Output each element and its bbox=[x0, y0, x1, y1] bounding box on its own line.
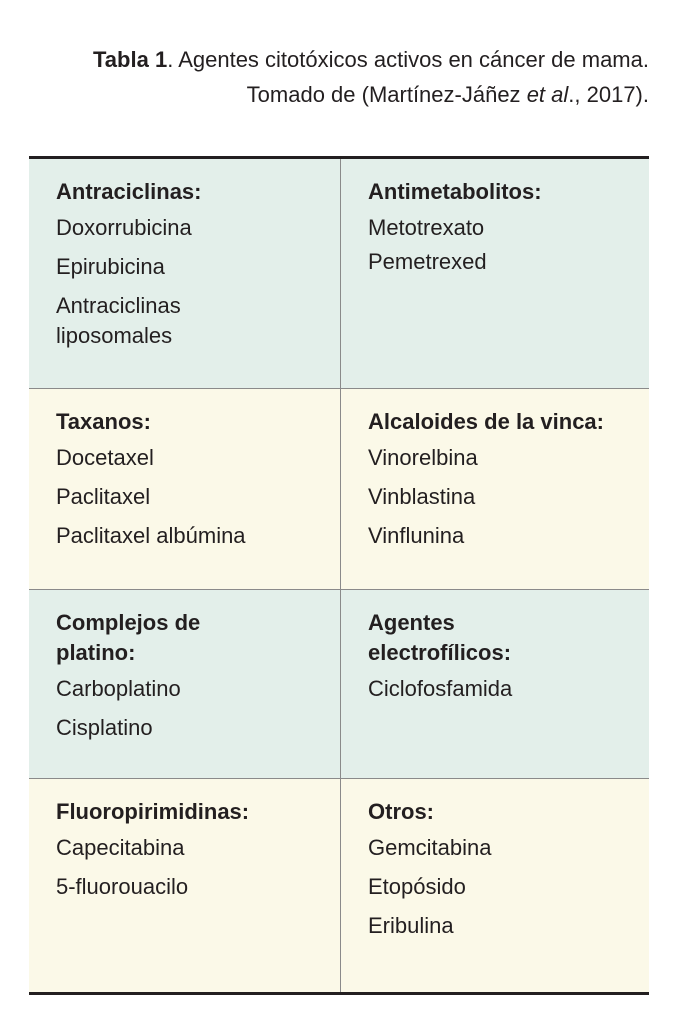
table-cell bbox=[368, 177, 646, 286]
cell-item: Paclitaxel bbox=[56, 484, 151, 509]
cell-heading: Antimetabolitos: bbox=[368, 179, 542, 204]
cell-item: Docetaxel bbox=[56, 445, 154, 470]
agents-table bbox=[29, 156, 649, 995]
cell-item: Epirubicina bbox=[56, 254, 165, 279]
column-divider bbox=[340, 779, 341, 992]
cell-item: 5-fluorouacilo bbox=[56, 874, 189, 899]
cell-item: Carboplatino bbox=[56, 676, 181, 701]
table-cell bbox=[56, 177, 326, 360]
table-row bbox=[29, 778, 649, 992]
table-cell bbox=[56, 797, 326, 911]
caption-text-end: ., 2017). bbox=[568, 82, 649, 107]
column-divider bbox=[340, 159, 341, 388]
cell-item: Antraciclinas liposomales bbox=[56, 293, 181, 348]
column-divider bbox=[340, 389, 341, 589]
caption-text: . Agentes citotóxicos activos en cáncer de mama. Tomado de (Martínez-Jáñez bbox=[167, 47, 649, 107]
cell-item: Vinorelbina bbox=[368, 445, 478, 470]
cell-item: Paclitaxel albúmina bbox=[56, 523, 246, 548]
cell-item: Metotrexato bbox=[368, 215, 485, 240]
table-cell bbox=[368, 797, 646, 950]
cell-item: Vinflunina bbox=[368, 523, 465, 548]
table-row bbox=[29, 388, 649, 589]
column-divider bbox=[340, 590, 341, 778]
cell-item: Etopósido bbox=[368, 874, 466, 899]
cell-item: Vinblastina bbox=[368, 484, 476, 509]
cell-heading: Antraciclinas: bbox=[56, 179, 202, 204]
cell-heading: Fluoropirimidinas: bbox=[56, 799, 250, 824]
table-row bbox=[29, 589, 649, 778]
cell-heading: Agentes electrofílicos: bbox=[368, 610, 512, 665]
cell-item: Pemetrexed bbox=[368, 249, 487, 274]
caption-italic: et al bbox=[526, 82, 569, 107]
cell-item: Doxorrubicina bbox=[56, 215, 192, 240]
table-cell bbox=[368, 608, 646, 713]
cell-heading: Alcaloides de la vinca: bbox=[368, 409, 604, 434]
table-row bbox=[29, 159, 649, 388]
caption-label: Tabla 1 bbox=[93, 47, 168, 72]
cell-heading: Otros: bbox=[368, 799, 434, 824]
cell-item: Eribulina bbox=[368, 913, 454, 938]
table-cell bbox=[368, 407, 646, 560]
cell-item: Ciclofosfamida bbox=[368, 676, 513, 701]
table-caption bbox=[49, 42, 649, 112]
cell-heading: Complejos de platino: bbox=[56, 610, 201, 665]
cell-item: Cisplatino bbox=[56, 715, 153, 740]
table-cell bbox=[56, 407, 326, 560]
cell-item: Gemcitabina bbox=[368, 835, 492, 860]
table-cell bbox=[56, 608, 326, 752]
cell-item: Capecitabina bbox=[56, 835, 185, 860]
cell-heading: Taxanos: bbox=[56, 409, 151, 434]
